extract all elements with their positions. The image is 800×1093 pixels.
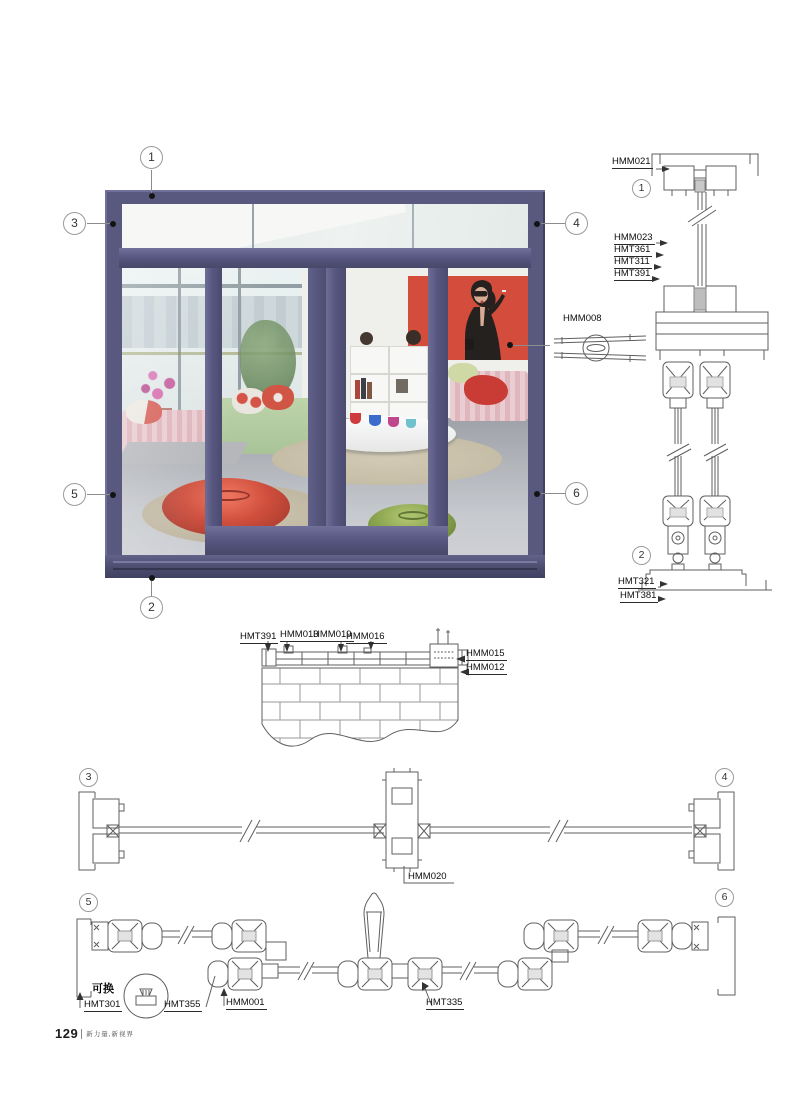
callout-3: 3 [63, 212, 86, 235]
hmm008-leader [512, 345, 550, 346]
leader-3 [87, 223, 110, 224]
leader-dot-1 [149, 193, 155, 199]
transom-mullion-line [412, 204, 414, 248]
section-callout-2: 2 [632, 546, 651, 565]
page-number: 129 [55, 1026, 79, 1041]
sill-section-drawing [235, 625, 520, 765]
sash-stile-right [428, 268, 448, 555]
callout-1: 1 [140, 146, 163, 169]
product-photo [105, 190, 545, 578]
label-hmt361: HMT361 [614, 244, 651, 255]
label-hmt311: HMT311 [614, 256, 650, 267]
footer-slogan: 新力量,新视界 [86, 1031, 135, 1038]
frame-bottom-rail [105, 555, 545, 578]
leader-dot-2 [149, 575, 155, 581]
callout-4: 4 [565, 212, 588, 235]
leader-dot-4 [534, 221, 540, 227]
leader-dot-6 [534, 491, 540, 497]
transom-mullion-line [252, 204, 254, 248]
label-hmt391-right: HMT391 [614, 268, 651, 279]
sash-stile-center-front [326, 268, 346, 555]
transom-rail [119, 248, 531, 268]
leader-1 [151, 170, 152, 193]
label-hmm013: HMM013 [280, 629, 319, 640]
label-hmt355: HMT355 [164, 999, 201, 1010]
slide-callout-6: 6 [715, 888, 734, 907]
callout-6: 6 [565, 482, 588, 505]
leader-2 [151, 581, 152, 596]
label-hmm015: HMM015 [466, 648, 505, 659]
bottom-track-line [113, 561, 537, 563]
label-hmm016: HMM016 [346, 631, 385, 642]
footer-divider [81, 1029, 82, 1039]
callout-2: 2 [140, 596, 163, 619]
slide-callout-5: 5 [79, 893, 98, 912]
label-hmt335: HMT335 [426, 997, 463, 1008]
label-hmt301: HMT301 [84, 999, 121, 1010]
sash-bottom-rail [205, 526, 448, 555]
sash-stile-left [205, 268, 222, 555]
leader-6 [541, 493, 565, 494]
plan-callout-4: 4 [715, 768, 734, 787]
label-swap-note: 可换 [92, 983, 114, 995]
leader-5 [87, 494, 110, 495]
vertical-section-drawing [610, 140, 785, 615]
leader-dot-3 [110, 221, 116, 227]
label-hmm023: HMM023 [614, 232, 653, 243]
slide-section-drawing [70, 885, 740, 1017]
label-hmt391-sill: HMT391 [240, 631, 277, 642]
bottom-track-line [113, 568, 537, 570]
label-hmm012: HMM012 [466, 662, 505, 673]
sash-stile-center-rear [308, 268, 327, 555]
label-hmm001: HMM001 [226, 997, 265, 1008]
label-hmt321: HMT321 [618, 576, 655, 587]
label-hmm019: HMM019 [313, 629, 352, 640]
page-footer [55, 1026, 134, 1041]
plan-section-drawing [70, 760, 740, 886]
ceiling-reflection [122, 204, 406, 248]
section-callout-1: 1 [632, 179, 651, 198]
label-hmm020: HMM020 [408, 871, 447, 882]
label-hmt381: HMT381 [620, 590, 657, 601]
callout-5: 5 [63, 483, 86, 506]
label-hmm008: HMM008 [563, 313, 602, 324]
leader-4 [541, 223, 565, 224]
label-hmm021: HMM021 [612, 156, 651, 167]
leader-dot-5 [110, 492, 116, 498]
plan-callout-3: 3 [79, 768, 98, 787]
hmm008-dot [507, 342, 513, 348]
transom-glass [122, 204, 528, 248]
